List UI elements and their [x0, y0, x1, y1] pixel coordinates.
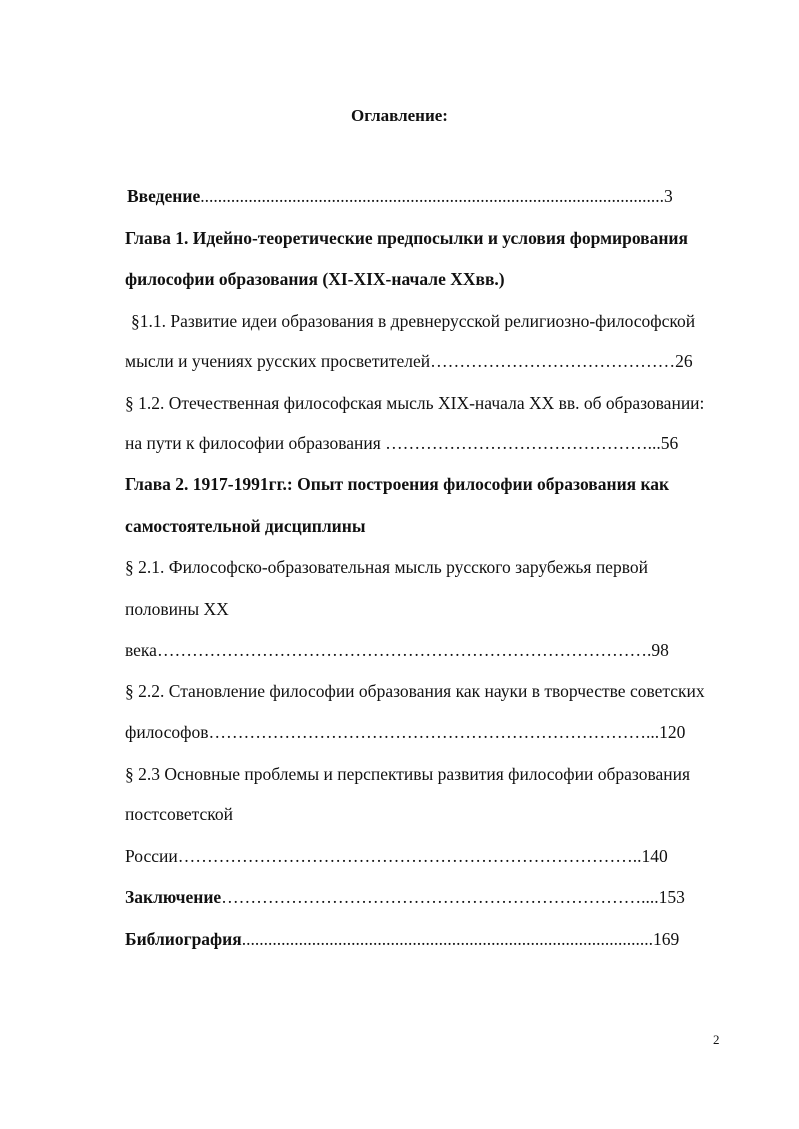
toc-leader: ………………………………………………………………………….: [156, 640, 652, 660]
toc-section-2-3-line-2: постсоветской: [125, 804, 233, 824]
toc-section-1-2-line-1: § 1.2. Отечественная философская мысль XIX-начала XX вв. об образовании:: [125, 393, 705, 413]
toc-entry-conclusion: [125, 887, 685, 907]
toc-section-2-2-line-1: § 2.2. Становление философии образования как науки в творчестве советских: [125, 681, 705, 701]
toc-section-2-2-line-2: [125, 722, 685, 742]
toc-entry-label: философов: [125, 722, 209, 742]
toc-leader: ..............................................................................................: [241, 929, 653, 949]
toc-entry-label: России: [125, 846, 178, 866]
toc-chapter-1-line-2: философии образования (XI-XIX-начале XXвв.): [125, 269, 505, 289]
toc-entry-label: мысли и учениях русских просветителей: [125, 351, 431, 371]
toc-leader: ……………………………………………………………………..: [177, 846, 642, 866]
toc-leader: ………………………………………...: [385, 433, 661, 453]
toc-section-2-3-line-3: [125, 846, 668, 866]
toc-page-number: 140: [641, 846, 668, 866]
toc-entry-label: века: [125, 640, 157, 660]
toc-page-number: 98: [651, 640, 669, 660]
toc-chapter-2-line-2: самостоятельной дисциплины: [125, 516, 366, 536]
toc-page-number: 153: [658, 887, 685, 907]
toc-leader: ……………………………………: [430, 351, 676, 371]
toc-page-number: 169: [652, 929, 680, 949]
toc-entry-label: Библиография: [125, 929, 242, 949]
page-title: Оглавление:: [351, 106, 448, 125]
toc-section-2-1-line-3: [125, 640, 669, 660]
toc-entry-label: на пути к философии образования: [125, 433, 386, 453]
toc-chapter-1-line-1: Глава 1. Идейно-теоретические предпосылки и условия формирования: [125, 228, 688, 248]
toc-entry-label: Заключение: [125, 887, 222, 907]
toc-chapter-2-line-1: Глава 2. 1917-1991гг.: Опыт построения философии образования как: [125, 474, 670, 494]
toc-entry-bibliography: [125, 929, 679, 949]
toc-entry-intro: [127, 186, 673, 206]
toc-section-1-2-line-2: [125, 433, 678, 453]
toc-section-1-1-line-2: [125, 351, 693, 371]
toc-section-1-1-line-1: §1.1. Развитие идеи образования в древнерусской религиозно-философской: [131, 311, 696, 331]
toc-leader: ………………………………………………………………....: [221, 887, 659, 907]
toc-leader: …………………………………………………………………...: [208, 722, 660, 742]
toc-section-2-1-line-1: § 2.1. Философско-образовательная мысль русского зарубежья первой: [125, 557, 648, 577]
toc-page-number: 3: [663, 186, 673, 206]
toc-entry-label: Введение: [127, 186, 201, 206]
toc-leader: ..........................................................................................................: [200, 186, 664, 206]
toc-section-2-3-line-1: § 2.3 Основные проблемы и перспективы развития философии образования: [125, 764, 691, 784]
page-number: 2: [713, 1032, 720, 1047]
toc-page-number: 120: [659, 722, 686, 742]
toc-section-2-1-line-2: половины XX: [125, 599, 229, 619]
toc-page-number: 56: [660, 433, 679, 453]
toc-page-number: 26: [675, 351, 693, 371]
